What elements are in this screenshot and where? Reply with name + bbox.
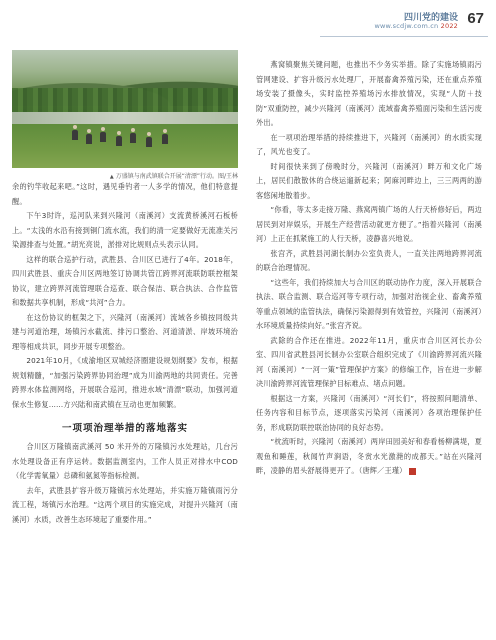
river-cleanup-photo (12, 50, 238, 168)
left-paragraph-4: 在这份协议的框架之下，兴隆河（南溪河）流域各乡镇按同级共建与河道治理，场镇污水截流、排污口整治、河道清淤、岸坡环境治理等相成共识，同步开展专项整治。 (12, 312, 238, 351)
left-paragraph-7: 去年，武胜县扩容升级万隆镇污水处理站，并实施万隆镇雨污分流工程，场镇污水治理。“这两个项目的实施完成，对提升兴隆河（南溪河）水质，改善生态环境起了重要作用。” (12, 485, 238, 524)
magazine-url (374, 22, 458, 30)
end-of-article-icon (409, 468, 416, 475)
right-column (256, 58, 482, 479)
photo-caption: ▲ 万盛镇与南武镇联合开展“清漂”行动。图/王林 (12, 171, 238, 180)
header-divider (320, 36, 488, 37)
right-paragraph-4: “你看，等太多走接万隆、燕窝两镇广场的人行天桥修好后，两边居民到对岸娱乐，开展生产经营活动就更方便了。”指着兴隆河（南溪河）上正在抓紧施工的人行天桥，凌静喜兴地说。 (256, 205, 482, 243)
right-paragraph-9 (256, 435, 482, 479)
right-paragraph-1: 燕窝镇聚焦关键问题，也推出不少务实举措。除了实施场镇雨污管网建设、扩容升级污水处理厂，开展畜禽养殖污染，还在重点养殖场安装了摄像头，实时监控养殖场污水排放情况，实现“人防＋技防”双重防控，减少兴隆河（南溪河）流域畜禽养殖面污染和生活污废外出。 (256, 60, 482, 127)
right-paragraph-6: “这些年，我们持续加大与合川区的联动协作力度，深入开展联合执法、联合监测、联合巡河等专项行动，加强对治视企业、畜禽养殖等重点领域的监管执法，确保污染源得到有效管控，兴隆河（南溪河）水环境质量持续向好。”张宫齐说。 (256, 277, 482, 330)
url-issue: 2022 (440, 22, 458, 30)
left-paragraph-6: 合川区万隆镇南武溪河 50 米开外的万隆镇污水处理站，几台污水处理设备正有序运转。数据监测室内，工作人员正对排水中COD（化学需氧量）总磷和氨氮等指标检测。 (12, 442, 238, 480)
section-heading: 一项项治理举措的落地落实 (61, 423, 188, 434)
page-header (320, 8, 488, 42)
left-paragraph-1: 余的钓竿收起来吧。”这时，遇见垂钓者一人多学的情况，他们特意提醒。 (12, 182, 238, 206)
left-column (12, 50, 238, 527)
right-paragraph-7: 武除的合作还在推进。2022年11月，重庆市合川区河长办公室、四川省武胜县河长制办公室联合组织完成了《川渝跨界河流兴隆河（南溪河）“一河一策”管理保护方案》的修编工作，旨在进一步解决川渝跨界河流管理保护目标难点、堵点问题。 (256, 335, 482, 388)
left-paragraph-2: 下午3时许，巡河队来到兴隆河（南溪河）支流黄桥溪河石板桥上。“太浅的水沿有接到铜门流水流，我们的清一定要做好无流准关污染源排查与处置。”胡光亮说，淤排对比规则点头表示认同。 (12, 211, 238, 249)
right-paragraph-2: 在一项项治理举措的持续推进下，兴隆河（南溪河）的水质实现了，风光也变了。 (256, 132, 482, 156)
page-number: 67 (467, 10, 484, 27)
closing-text: “枕流听时，兴隆河（南溪河）两岸田园美好和春看杨柳满堤，夏观鱼和睡莲，秋闻竹声涧语，冬赏水光激滟的成都天。”站在兴隆河畔，凌静的眉头舒展得更开了。（唐辉／王瑾） (256, 437, 482, 475)
magazine-title: 四川党的建设 (403, 13, 458, 23)
right-paragraph-8: 根据这一方案，兴隆河（南溪河）“河长们”，将按照问题清单、任务内容和目标节点，逐项落实污染河（南溪河）各项治理保护任务，形成联防联控联治协同的良好态势。 (256, 393, 482, 432)
url-domain: www.scdjw.com.cn (374, 22, 439, 30)
right-paragraph-5: 张宫齐，武胜县河湖长制办公室负责人，一直关注两地跨界河流的联合治理情况。 (256, 248, 482, 272)
left-paragraph-3: 这样的联合巡护行动，武胜县、合川区已进行了4年。2018年，四川武胜县、重庆合川区两地签订协调共管江跨界河流联防联控框架协议，建立跨界河流管理联合巡查、联合保洁、联合执法、合作监管和数据共享机制，形成“共河”合力。 (12, 254, 238, 307)
left-paragraph-5: 2021年10月，《成渝地区双城经济圈建设规划纲要》发布，根据规划精髓，“加强污染跨界协同治理”成为川渝两地的共同责任。完善跨界水体监测网络，开展联合巡河，推进水域“清漂”联动，加强河道保水生修复……方兴陆和南武镇在互动也更加频繁。 (12, 356, 238, 409)
right-paragraph-3: 时间很快来到了傍晚时分，兴隆河（南溪河）畔万和文化广场上，居民们散散休的合绕运遛新起来；阿麻河畔边上，三三两两的游客悠闲地散着步。 (256, 161, 482, 200)
